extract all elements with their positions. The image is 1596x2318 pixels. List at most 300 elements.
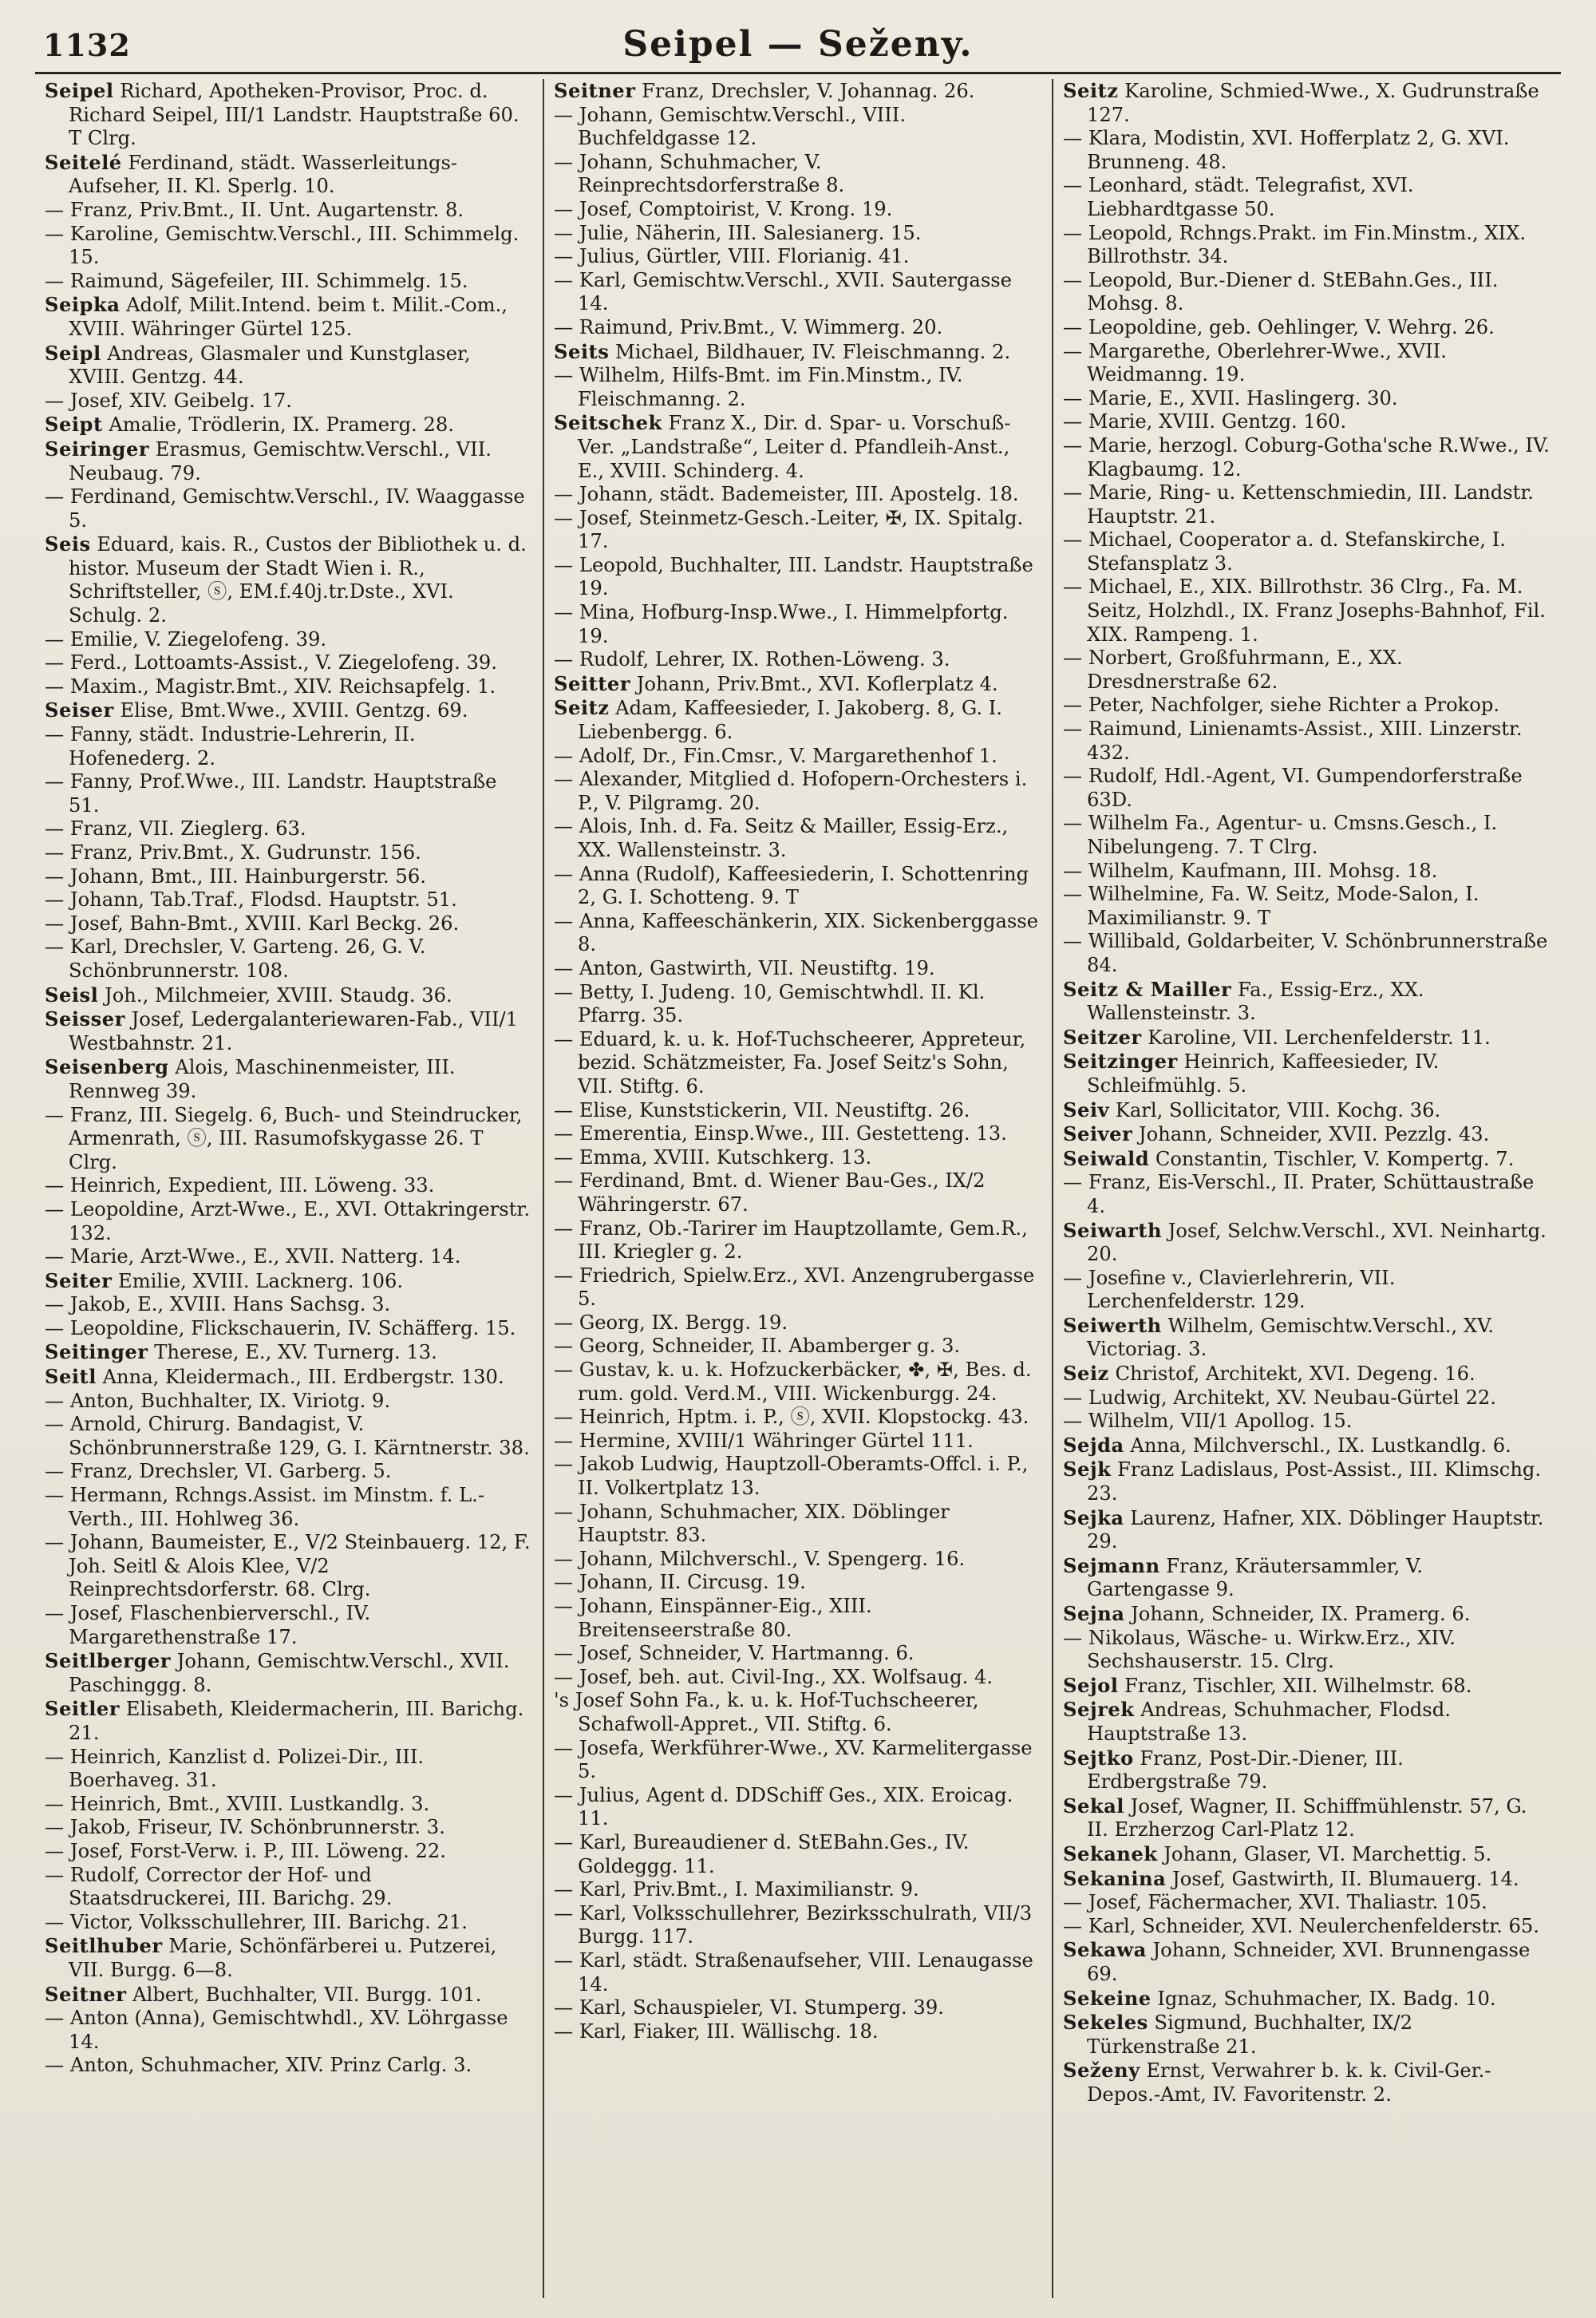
entry-details: — Josef, Bahn-Bmt., XVIII. Karl Beckg. 26. <box>45 912 460 935</box>
entry-details: — Jakob Ludwig, Hauptzoll-Oberamts-Offcl. i. P., II. Volkertplatz 13. <box>554 1453 1029 1500</box>
entry-details: — Maxim., Magistr.Bmt., XIV. Reichsapfelg. 1. <box>45 674 496 698</box>
entry-details: Anna, Milchverschl., IX. Lustkandlg. 6. <box>1124 1434 1511 1457</box>
directory-entry <box>1063 1554 1551 1602</box>
entry-details: — Johann, II. Circusg. 19. <box>554 1571 806 1594</box>
directory-entry <box>45 485 533 532</box>
entry-details: — Josef, Schneider, V. Hartmanng. 6. <box>554 1642 915 1665</box>
entry-surname: Seisenberg <box>45 1055 169 1079</box>
entry-details: — Margarethe, Oberlehrer-Wwe., XVII. Weidmanng. 19. <box>1063 339 1447 386</box>
directory-entry <box>1063 1891 1551 1915</box>
directory-entry <box>554 1501 1042 1548</box>
entry-surname: Sejmann <box>1063 1553 1160 1577</box>
directory-entry <box>554 1737 1042 1784</box>
entry-details: — Michael, E., XIX. Billrothstr. 36 Clrg., Fa. M. Seitz, Holzhdl., IX. Franz Josephs-Bahnhof, Fil. XIX. Rampeng. 1. <box>1063 576 1546 646</box>
entry-surname: Seitl <box>45 1365 97 1389</box>
entry-details: Franz X., Dir. d. Spar- u. Vorschuß-Ver. „Landstraße“, Leiter d. Pfandleih-Anst., E., XVIII. Schinderg. 4. <box>578 412 1011 482</box>
directory-entry <box>554 411 1042 483</box>
directory-entry <box>1063 1698 1551 1746</box>
entry-details: — Friedrich, Spielw.Erz., XVI. Anzengrubergasse 5. <box>554 1264 1035 1311</box>
directory-entry <box>554 507 1042 554</box>
directory-entry <box>1063 410 1551 434</box>
directory-entry <box>554 768 1042 815</box>
page-header <box>35 22 1561 74</box>
entry-details: Eduard, kais. R., Custos der Bibliothek u. d. histor. Museum der Stadt Wien i. R., Schriftsteller, ⓢ, EM.f.40j.tr.Dste., XVI. Schulg. 2. <box>69 533 527 627</box>
entry-details: — Franz, Drechsler, VI. Garberg. 5. <box>45 1460 392 1483</box>
entry-surname: Seipel <box>45 79 114 102</box>
entry-details: — Heinrich, Hptm. i. P., ⓢ, XVII. Klopstockg. 43. <box>554 1406 1029 1429</box>
directory-entry <box>45 1983 533 2007</box>
entry-surname: Seitler <box>45 1697 120 1721</box>
directory-entry <box>45 888 533 912</box>
entry-details: — Hermann, Rchngs.Assist. im Minstm. f. L.-Verth., III. Hohlweg 36. <box>45 1484 485 1530</box>
directory-entry <box>45 1104 533 1175</box>
entry-details: — Wilhelm Fa., Agentur- u. Cmsns.Gesch., I. Nibelungeng. 7. T Clrg. <box>1063 812 1498 858</box>
directory-entry <box>554 1406 1042 1430</box>
entry-details: Franz, Post-Dir.-Diener, III. Erdbergstraße 79. <box>1087 1746 1404 1794</box>
entry-details: Johann, Gemischtw.Verschl., XVII. Paschinggg. 8. <box>69 1650 510 1696</box>
directory-entry <box>45 1198 533 1245</box>
column-right <box>1052 79 1561 2298</box>
entry-details: — Karl, Fiaker, III. Wällischg. 18. <box>554 2019 879 2043</box>
entry-details: — Johann, Bmt., III. Hainburgerstr. 56. <box>45 864 426 888</box>
entry-details: Ernst, Verwahrer b. k. k. Civil-Ger.-Depos.-Amt, IV. Favoritenstr. 2. <box>1087 2059 1491 2106</box>
entry-details: — Wilhelm, VII/1 Apollog. 15. <box>1063 1410 1353 1433</box>
entry-details: — Julius, Gürtler, VIII. Florianig. 41. <box>554 245 910 268</box>
page-number: 1132 <box>43 27 131 63</box>
directory-entry <box>1063 765 1551 812</box>
directory-entry <box>45 1174 533 1198</box>
directory-entry <box>1063 79 1551 127</box>
entry-surname: Seipka <box>45 293 120 317</box>
directory-entry <box>1063 2011 1551 2059</box>
entry-surname: Seitner <box>45 1982 127 2006</box>
entry-details: — Marie, E., XVII. Haslingerg. 30. <box>1063 386 1398 409</box>
entry-details: — Josef, beh. aut. Civil-Ing., XX. Wolfsaug. 4. <box>554 1665 994 1688</box>
directory-entry <box>554 483 1042 507</box>
directory-entry <box>1063 1434 1551 1458</box>
directory-entry <box>1063 127 1551 174</box>
directory-entry <box>1063 1938 1551 1986</box>
entry-surname: Seiwarth <box>1063 1218 1163 1242</box>
entry-details: — Emma, XVIII. Kutschkerg. 13. <box>554 1145 872 1169</box>
directory-entry <box>554 1902 1042 1949</box>
entry-surname: Seitzinger <box>1063 1050 1178 1074</box>
directory-entry <box>1063 1147 1551 1172</box>
directory-entry <box>45 817 533 841</box>
entry-details: — Josefa, Werkführer-Wwe., XV. Karmelitergasse 5. <box>554 1736 1033 1783</box>
entry-details: — Betty, I. Judeng. 10, Gemischtwhdl. II. Kl. Pfarrg. 35. <box>554 980 986 1027</box>
entry-surname: Sekanek <box>1063 1841 1158 1865</box>
directory-entry <box>1063 174 1551 221</box>
entry-details: — Emilie, V. Ziegelofeng. 39. <box>45 627 327 651</box>
entry-details: Andreas, Schuhmacher, Flodsd. Hauptstraße 13. <box>1087 1699 1451 1745</box>
entry-details: — Karoline, Gemischtw.Verschl., III. Schimmelg. 15. <box>45 222 519 269</box>
entry-surname: Seženy <box>1063 2059 1140 2083</box>
entry-details: — Marie, Ring- u. Kettenschmiedin, III. Landstr. Hauptstr. 21. <box>1063 481 1534 528</box>
entry-details: — Johann, Schuhmacher, XIX. Döblinger Hauptstr. 83. <box>554 1500 950 1547</box>
directory-entry <box>45 1864 533 1911</box>
directory-entry <box>554 1548 1042 1572</box>
entry-surname: Sekal <box>1063 1794 1124 1818</box>
entry-details: — Gustav, k. u. k. Hofzuckerbäcker, ✤, ✠, Bes. d. rum. gold. Verd.M., VIII. Wickenburgg. 24. <box>554 1359 1032 1405</box>
entry-surname: Sejna <box>1063 1602 1125 1625</box>
directory-entry <box>45 437 533 485</box>
entry-surname: Sekanina <box>1063 1866 1167 1890</box>
entry-details: Elisabeth, Kleidermacherin, III. Barichg. 21. <box>69 1698 524 1744</box>
directory-entry <box>45 79 533 151</box>
entry-details: — Leonhard, städt. Telegrafist, XVI. Liebhardtgasse 50. <box>1063 174 1414 220</box>
directory-entry <box>554 1996 1042 2020</box>
directory-entry <box>1063 812 1551 859</box>
entry-details: Michael, Bildhauer, IV. Fleischmanng. 2. <box>609 340 1011 363</box>
entry-details: — Ferdinand, Gemischtw.Verschl., IV. Waaggasse 5. <box>45 485 525 532</box>
entry-details: — Karl, Bureaudiener d. StEBahn.Ges., IV. Goldeggg. 11. <box>554 1830 970 1877</box>
entry-details: — Anna (Rudolf), Kaffeesiederin, I. Schottenring 2, G. I. Schotteng. 9. T <box>554 862 1029 909</box>
entry-details: — Alois, Inh. d. Fa. Seitz & Mailler, Essig-Erz., XX. Wallensteinstr. 3. <box>554 815 1009 861</box>
entry-details: — Julie, Näherin, III. Salesianerg. 15. <box>554 221 922 244</box>
directory-entry <box>45 1293 533 1317</box>
directory-entry <box>554 1146 1042 1170</box>
entry-details: — Karl, Schauspieler, VI. Stumperg. 39. <box>554 1996 944 2019</box>
directory-entry <box>45 390 533 413</box>
entry-details: — Nikolaus, Wäsche- u. Wirkw.Erz., XIV. Sechshauserstr. 15. Clrg. <box>1063 1626 1456 1673</box>
entry-details: — Anna, Kaffeeschänkerin, XIX. Sickenberggasse 8. <box>554 909 1039 956</box>
directory-entry <box>45 1911 533 1935</box>
directory-entry <box>1063 694 1551 718</box>
directory-entry <box>45 1365 533 1390</box>
entry-details: — Victor, Volksschullehrer, III. Barichg. 21. <box>45 1910 468 1933</box>
directory-entry <box>1063 1602 1551 1627</box>
entry-details: — Anton, Schuhmacher, XIV. Prinz Carlg. 3. <box>45 2054 472 2077</box>
entry-surname: Sekeine <box>1063 1986 1152 2010</box>
entry-surname: Seitzer <box>1063 1025 1142 1049</box>
entry-details: — Ludwig, Architekt, XV. Neubau-Gürtel 22. <box>1063 1386 1496 1409</box>
entry-details: — Leopoldine, geb. Oehlinger, V. Wehrg. 26. <box>1063 315 1495 338</box>
directory-entry <box>45 1245 533 1269</box>
directory-entry <box>1063 1386 1551 1410</box>
entry-details: — Josefine v., Clavierlehrerin, VII. Lerchenfelderstr. 129. <box>1063 1266 1396 1313</box>
entry-surname: Sejol <box>1063 1673 1119 1697</box>
directory-entry <box>45 293 533 341</box>
directory-entry <box>554 554 1042 601</box>
directory-entry <box>1063 1506 1551 1554</box>
directory-entry <box>45 342 533 390</box>
directory-entry <box>1063 1050 1551 1098</box>
entry-details: — Karl, Schneider, XVI. Neulerchenfelderstr. 65. <box>1063 1914 1539 1937</box>
directory-entry <box>554 222 1042 246</box>
entry-surname: Seipl <box>45 341 101 365</box>
entry-details: — Marie, Arzt-Wwe., E., XVII. Natterg. 14. <box>45 1245 461 1268</box>
entry-details: Adolf, Milit.Intend. beim t. Milit.-Com., XVIII. Währinger Gürtel 125. <box>69 294 508 340</box>
entry-surname: Seitz <box>554 696 610 720</box>
entry-details: — Josef, Forst-Verw. i. P., III. Löweng. 22. <box>45 1839 446 1862</box>
entry-details: — Peter, Nachfolger, siehe Richter a Prokop. <box>1063 694 1500 717</box>
directory-entry <box>554 79 1042 104</box>
entry-details: Albert, Buchhalter, VII. Burgg. 101. <box>126 1983 482 2006</box>
entry-details: Christof, Architekt, XVI. Degeng. 16. <box>1108 1363 1476 1386</box>
entry-details: Johann, Schneider, XVI. Brunnengasse 69. <box>1087 1939 1531 1985</box>
entry-details: — Leopoldine, Flickschauerin, IV. Schäfferg. 15. <box>45 1316 516 1339</box>
directory-entry <box>554 245 1042 269</box>
entry-details: Anna, Kleidermach., III. Erdbergstr. 130. <box>96 1366 504 1389</box>
directory-entry <box>45 675 533 699</box>
directory-entry <box>1063 1122 1551 1147</box>
entry-details: Fa., Essig-Erz., XX. Wallensteinstr. 3. <box>1087 978 1424 1025</box>
entry-surname: Seiwald <box>1063 1146 1150 1170</box>
entry-details: — Hermine, XVIII/1 Währinger Gürtel 111. <box>554 1429 974 1452</box>
entry-surname: Seitelé <box>45 150 122 174</box>
directory-entry <box>45 1269 533 1294</box>
entry-details: — Franz, III. Siegelg. 6, Buch- und Steindrucker, Armenrath, ⓢ, III. Rasumofskygasse 26. T Clrg. <box>45 1103 523 1173</box>
entry-details: — Karl, städt. Straßenaufseher, VIII. Lenaugasse 14. <box>554 1948 1033 1996</box>
entry-surname: Seisl <box>45 983 99 1007</box>
entry-details: — Raimund, Linienamts-Assist., XIII. Linzerstr. 432. <box>1063 718 1523 764</box>
entry-details: Josef, Gastwirth, II. Blumauerg. 14. <box>1166 1867 1519 1890</box>
entry-details: Franz Ladislaus, Post-Assist., III. Klimschg. 23. <box>1087 1458 1542 1505</box>
directory-entry <box>1063 718 1551 765</box>
directory-entry <box>1063 387 1551 411</box>
entry-surname: Sejrek <box>1063 1698 1135 1722</box>
directory-entry <box>1063 340 1551 387</box>
directory-entry <box>1063 576 1551 647</box>
entry-details: — Rudolf, Corrector der Hof- und Staatsdruckerei, III. Barichg. 29. <box>45 1863 393 1910</box>
directory-entry <box>554 1359 1042 1406</box>
entry-details: — Georg, IX. Bergg. 19. <box>554 1311 788 1334</box>
entry-details: — Anton, Gastwirth, VII. Neustiftg. 19. <box>554 956 935 979</box>
directory-entry <box>554 1028 1042 1099</box>
directory-entry <box>554 815 1042 862</box>
entry-details: — Franz, Ob.-Tarirer im Hauptzollamte, Gem.R., III. Kriegler g. 2. <box>554 1216 1028 1264</box>
entry-details: Josef, Ledergalanteriewaren-Fab., VII/1 Westbahnstr. 21. <box>69 1008 519 1054</box>
entry-surname: Seiwerth <box>1063 1313 1162 1337</box>
entry-details: Heinrich, Kaffeesieder, IV. Schleifmühlg. 5. <box>1087 1050 1440 1097</box>
running-head: Seipel — Seženy. <box>622 24 974 65</box>
entry-details: — Josef, Steinmetz-Gesch.-Leiter, ✠, IX. Spitalg. 17. <box>554 506 1024 553</box>
entry-details: Adam, Kaffeesieder, I. Jakoberg. 8, G. I. Liebenbergg. 6. <box>578 697 1002 744</box>
entry-details: — Josef, Comptoirist, V. Krong. 19. <box>554 197 893 220</box>
directory-entry <box>45 2007 533 2054</box>
entry-surname: Seitschek <box>554 411 662 435</box>
entry-details: Franz, Kräutersammler, V. Gartengasse 9. <box>1087 1554 1423 1601</box>
entry-surname: Seitz <box>1063 79 1119 102</box>
directory-entry <box>45 1793 533 1817</box>
entry-surname: Seitinger <box>45 1340 148 1364</box>
entry-details: Richard, Apotheken-Provisor, Proc. d. Richard Seipel, III/1 Landstr. Hauptstraße 60. T Clrg. <box>69 80 519 150</box>
entry-details: Johann, Glaser, VI. Marchettig. 5. <box>1157 1842 1492 1865</box>
directory-entry <box>45 270 533 294</box>
entry-details: — Eduard, k. u. k. Hof-Tuchscheerer, Appreteur, bezid. Schätzmeister, Fa. Josef Seitz's Sohn, VII. Stiftg. 6. <box>554 1027 1026 1098</box>
entry-details: — Leopold, Bur.-Diener d. StEBahn.Ges., III. Mohsg. 8. <box>1063 268 1499 315</box>
entry-surname: Sejtko <box>1063 1746 1134 1770</box>
entry-surname: Sejka <box>1063 1505 1124 1529</box>
directory-entry <box>554 1264 1042 1311</box>
entry-details: — Johann, Einspänner-Eig., XIII. Breitenseerstraße 80. <box>554 1595 872 1641</box>
entry-surname: Seipt <box>45 413 103 437</box>
entry-details: Amalie, Trödlerin, IX. Pramerg. 28. <box>102 413 454 437</box>
directory-entry <box>554 601 1042 648</box>
directory-entry <box>554 340 1042 365</box>
entry-details: — Wilhelm, Hilfs-Bmt. im Fin.Minstm., IV. Fleischmanng. 2. <box>554 364 963 410</box>
directory-entry <box>554 1311 1042 1335</box>
entry-surname: Seiter <box>45 1268 113 1292</box>
entry-surname: Seitter <box>554 671 631 695</box>
entry-details: Emilie, XVIII. Lacknerg. 106. <box>112 1269 404 1292</box>
entry-details: Elise, Bmt.Wwe., XVIII. Gentzg. 69. <box>113 699 468 722</box>
entry-details: Ignaz, Schuhmacher, IX. Badg. 10. <box>1151 1987 1496 2010</box>
entry-surname: Seiringer <box>45 437 150 461</box>
entry-details: Constantin, Tischler, V. Kompertg. 7. <box>1149 1147 1515 1170</box>
directory-entry <box>554 1122 1042 1146</box>
entry-details: Karl, Sollicitator, VIII. Kochg. 36. <box>1109 1098 1441 1121</box>
directory-entry <box>554 648 1042 672</box>
directory-entry <box>45 628 533 652</box>
entry-details: — Julius, Agent d. DDSchiff Ges., XIX. Eroicag. 11. <box>554 1783 1013 1830</box>
directory-entry <box>45 723 533 770</box>
entry-details: — Michael, Cooperator a. d. Stefanskirche, I. Stefansplatz 3. <box>1063 528 1506 575</box>
entry-surname: Seiver <box>1063 1122 1133 1146</box>
entry-details: — Heinrich, Kanzlist d. Polizei-Dir., III. Boerhaveg. 31. <box>45 1745 425 1792</box>
entry-details: — Alexander, Mitglied d. Hofopern-Orchesters i. P., V. Pilgramg. 20. <box>554 768 1028 814</box>
directory-entry <box>1063 1362 1551 1386</box>
directory-entry <box>1063 1674 1551 1699</box>
directory-entry <box>1063 1987 1551 2011</box>
directory-entry <box>554 1831 1042 1878</box>
column-left <box>35 79 543 2298</box>
directory-entry <box>554 1335 1042 1359</box>
directory-entry <box>45 2054 533 2078</box>
entry-details: Karoline, VII. Lerchenfelderstr. 11. <box>1141 1026 1491 1049</box>
entry-details: — Heinrich, Bmt., XVIII. Lustkandlg. 3. <box>45 1792 430 1815</box>
entry-details: Johann, Schneider, IX. Pramerg. 6. <box>1124 1603 1471 1625</box>
directory-entry <box>45 936 533 983</box>
entry-details: — Adolf, Dr., Fin.Cmsr., V. Margarethenhof 1. <box>554 744 998 767</box>
directory-entry <box>45 1934 533 1982</box>
entry-details: — Ferd., Lottoamts-Assist., V. Ziegelofeng. 39. <box>45 651 498 674</box>
entry-details: — Johann, städt. Bademeister, III. Apostelg. 18. <box>554 483 1019 506</box>
entry-surname: Sejk <box>1063 1458 1112 1481</box>
entry-details: — Johann, Schuhmacher, V. Reinprechtsdorferstraße 8. <box>554 150 845 197</box>
directory-entry <box>554 1689 1042 1736</box>
directory-entry <box>554 2020 1042 2044</box>
directory-entry <box>554 104 1042 151</box>
directory-entry <box>554 981 1042 1028</box>
directory-entry <box>554 672 1042 697</box>
directory-entry <box>554 1430 1042 1454</box>
entry-details: — Raimund, Priv.Bmt., V. Wimmerg. 20. <box>554 315 943 338</box>
directory-entry <box>554 745 1042 769</box>
directory-entry <box>1063 1219 1551 1267</box>
entry-details: — Klara, Modistin, XVI. Hofferplatz 2, G. XVI. Brunneng. 48. <box>1063 127 1510 173</box>
directory-entry <box>1063 1746 1551 1794</box>
entry-details: Karoline, Schmied-Wwe., X. Gudrunstraße 127. <box>1087 80 1539 126</box>
directory-entry <box>45 1531 533 1602</box>
directory-entry <box>45 865 533 889</box>
entry-details: — Karl, Priv.Bmt., I. Maximilianstr. 9. <box>554 1878 919 1901</box>
entry-details: — Josef, Fächermacher, XVI. Thaliastr. 105. <box>1063 1891 1487 1914</box>
directory-entry <box>45 1816 533 1840</box>
directory-entry <box>1063 647 1551 694</box>
directory-entry <box>554 198 1042 222</box>
directory-entry <box>554 1169 1042 1216</box>
directory-entry <box>1063 1098 1551 1123</box>
directory-entry <box>554 1217 1042 1264</box>
directory-entry <box>554 1571 1042 1595</box>
directory-entry <box>45 912 533 936</box>
entry-details: — Jakob, E., XVIII. Hans Sachsg. 3. <box>45 1293 391 1316</box>
entry-details: — Willibald, Goldarbeiter, V. Schönbrunnerstraße 84. <box>1063 930 1548 976</box>
directory-entry <box>1063 1794 1551 1842</box>
entry-details: — Wilhelmine, Fa. W. Seitz, Mode-Salon, I. Maximilianstr. 9. T <box>1063 883 1479 929</box>
entry-surname: Seiser <box>45 698 114 722</box>
entry-surname: Seitlhuber <box>45 1934 163 1958</box>
directory-entry <box>1063 528 1551 576</box>
directory-columns <box>35 79 1561 2298</box>
directory-entry <box>45 1484 533 1531</box>
entry-details: — Heinrich, Expedient, III. Löweng. 33. <box>45 1174 435 1197</box>
entry-surname: Sejda <box>1063 1433 1124 1457</box>
directory-entry <box>554 1666 1042 1690</box>
entry-details: — Leopoldine, Arzt-Wwe., E., XVI. Ottakringerstr. 132. <box>45 1197 531 1244</box>
directory-entry <box>45 532 533 627</box>
directory-entry <box>554 1595 1042 1642</box>
directory-entry <box>1063 1842 1551 1867</box>
entry-details: Josef, Selchw.Verschl., XVI. Neinhartg. 20. <box>1087 1219 1547 1266</box>
directory-entry <box>1063 481 1551 528</box>
entry-details: — Rudolf, Lehrer, IX. Rothen-Löweng. 3. <box>554 648 950 671</box>
entry-details: Franz, Tischler, XII. Wilhelmstr. 68. <box>1118 1674 1472 1697</box>
entry-details: Sigmund, Buchhalter, IX/2 Türkenstraße 21. <box>1087 2011 1412 2058</box>
entry-details: — Fanny, Prof.Wwe., III. Landstr. Hauptstraße 51. <box>45 770 497 817</box>
entry-details: — Franz, Priv.Bmt., II. Unt. Augartenstr. 8. <box>45 198 464 221</box>
entry-details: — Mina, Hofburg-Insp.Wwe., I. Himmelpfortg. 19. <box>554 601 1009 647</box>
entry-details: Marie, Schönfärberei u. Putzerei, VII. Burgg. 6—8. <box>69 1935 497 1981</box>
entry-details: — Raimund, Sägefeiler, III. Schimmelg. 15. <box>45 269 468 292</box>
directory-entry <box>45 698 533 723</box>
directory-entry <box>1063 1458 1551 1505</box>
entry-details: — Johann, Tab.Traf., Flodsd. Hauptstr. 51. <box>45 888 457 912</box>
entry-details: — Karl, Drechsler, V. Garteng. 26, G. V. Schönbrunnerstr. 108. <box>45 936 426 982</box>
directory-entry <box>45 1340 533 1365</box>
directory-entry <box>554 1878 1042 1902</box>
entry-details: Laurenz, Hafner, XIX. Döblinger Hauptstr. 29. <box>1087 1506 1544 1553</box>
entry-details: — Leopold, Buchhalter, III. Landstr. Hauptstraße 19. <box>554 553 1033 600</box>
entry-details: Alois, Maschinenmeister, III. Rennweg 39. <box>69 1056 456 1102</box>
entry-details: — Rudolf, Hdl.-Agent, VI. Gumpendorferstraße 63D. <box>1063 765 1523 811</box>
column-middle <box>543 79 1052 2298</box>
directory-entry <box>554 696 1042 744</box>
entry-surname: Seitlberger <box>45 1649 171 1673</box>
directory-entry <box>1063 316 1551 340</box>
entry-details: — Marie, herzogl. Coburg-Gotha'sche R.Wwe., IV. Klagbaumg. 12. <box>1063 433 1550 481</box>
entry-details: — Norbert, Großfuhrmann, E., XX. Dresdnerstraße 62. <box>1063 647 1403 693</box>
entry-details: — Karl, Gemischtw.Verschl., XVII. Sautergasse 14. <box>554 268 1012 315</box>
directory-entry <box>1063 1867 1551 1892</box>
directory-entry <box>45 1649 533 1697</box>
entry-surname: Seits <box>554 339 610 363</box>
directory-entry <box>45 1055 533 1103</box>
entry-details: — Anton (Anna), Gemischtwhdl., XV. Löhrgasse 14. <box>45 2007 508 2053</box>
directory-entry <box>554 1784 1042 1831</box>
entry-surname: Sekawa <box>1063 1938 1147 1962</box>
directory-entry <box>1063 1314 1551 1362</box>
entry-surname: Seiz <box>1063 1362 1109 1386</box>
entry-details: — Franz, Eis-Verschl., II. Prater, Schüttaustraße 4. <box>1063 1171 1535 1217</box>
entry-details: — Johann, Baumeister, E., V/2 Steinbauerg. 12, F. Joh. Seitl & Alois Klee, V/2 Reinprechtsdorferstr. 68. Clrg. <box>45 1531 531 1601</box>
entry-details: — Elise, Kunststickerin, VII. Neustiftg. 26. <box>554 1098 970 1121</box>
entry-details: Johann, Schneider, XVII. Pezzlg. 43. <box>1132 1123 1490 1146</box>
directory-entry <box>1063 222 1551 269</box>
directory-entry <box>554 364 1042 411</box>
